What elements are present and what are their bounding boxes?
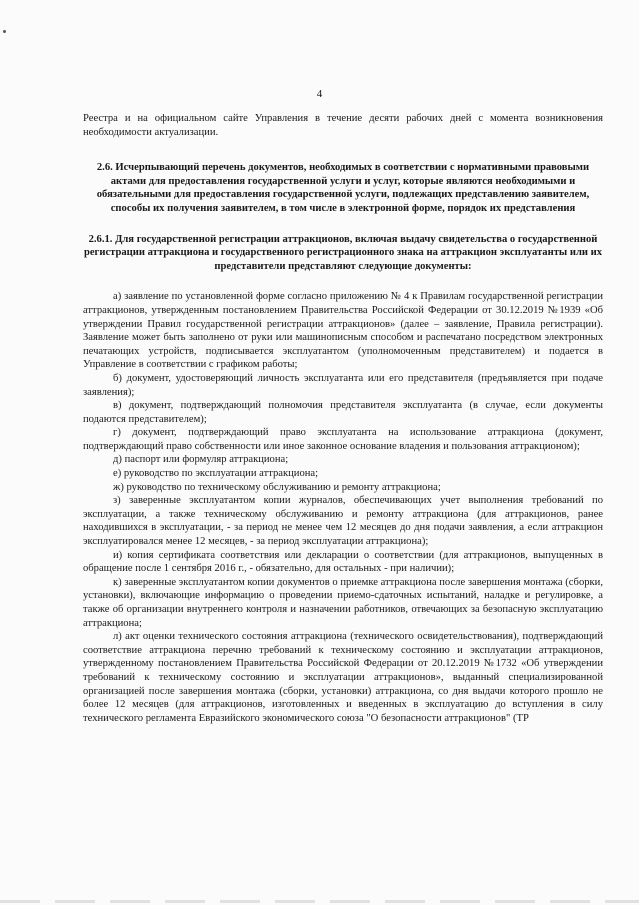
list-item: к) заверенные эксплуатантом копии документов о приемке аттракциона после завершения монтажа (сборки, установки), включающие информацию о проведении приемо-сдаточных испытаний, наладке и регулировке, а также об организации внутреннего контроля и назначении работников, отвечающих за безопасную эксплуатацию аттракциона; xyxy=(83,576,603,629)
scan-speck xyxy=(3,30,6,33)
subsection-heading: 2.6.1. Для государственной регистрации аттракционов, включая выдачу свидетельства о государственной регистрации аттракциона и государственного регистрационного знака на аттракцион эксплуатанты или их представители представляют следующие документы: xyxy=(83,233,603,272)
document-body xyxy=(83,112,603,725)
list-item: и) копия сертификата соответствия или декларации о соответствии (для аттракционов, выпущенных в обращение после 1 сентября 2016 г., - обязательно, для остальных - при наличии); xyxy=(83,549,603,575)
intro-paragraph: Реестра и на официальном сайте Управления в течение десяти рабочих дней с момента возникновения необходимости актуализации. xyxy=(83,113,603,138)
list-item: з) заверенные эксплуатантом копии журналов, обеспечивающих учет выполнения требований по эксплуатации, а также техническому обслуживанию и ремонту аттракциона (для аттракционов, ранее находившихся в эксплуатации, - за период не менее чем 12 месяцев до дня подачи заявления, а если аттракцион эксплуатировался менее 12 месяцев, - за период эксплуатации аттракциона); xyxy=(83,495,603,548)
list-item: а) заявление по установленной форме согласно приложению № 4 к Правилам государственной регистрации аттракционов, утвержденным постановлением Правительства Российской Федерации от 30.12.2019 №1939 «Об утверждении Правил государственной регистрации аттракционов» (далее – заявление, Правила регистрации). Заявление может быть заполнено от руки или машинописным способом и распечатано посредством электронных печатающих устройств, подписывается эксплуатантом (уполномоченным представителем) и подается в Управление в соответствии с графиком работы; xyxy=(83,291,603,371)
list-item: л) акт оценки технического состояния аттракциона (технического освидетельствования), подтверждающий соответствие аттракциона перечню требований к техническому состоянию и эксплуатации аттракционов, утвержденному постановлением Правительства Российской Федерации от 20.12.2019 №1732 «Об утверждении требований к техническому состоянию и эксплуатации аттракционов», выданный специализированной организацией после завершения монтажа (сборки, установки) аттракциона, со дня выдачи которого прошло не более 12 месяцев (для аттракционов, изготовленных и введенных в эксплуатацию до вступления в силу технического регламента Евразийского экономического союза "О безопасности аттракционов" (ТР xyxy=(83,631,603,724)
list-item: д) паспорт или формуляр аттракциона; xyxy=(113,454,289,466)
page-number: 4 xyxy=(316,88,323,100)
list-item: г) документ, подтверждающий право эксплуатанта на использование аттракциона (документ, подтверждающий право собственности или иное законное основание владения и пользования аттракционом); xyxy=(83,427,603,452)
scan-edge-artifact xyxy=(0,900,639,903)
section-heading: 2.6. Исчерпывающий перечень документов, необходимых в соответствии с нормативными правовыми актами для предоставления государственной услуги и услуг, которые являются необходимыми и обязательными для предоставления государственной услуги, подлежащих представлению заявителем, способы их получения заявителем, в том числе в электронной форме, порядок их представления xyxy=(96,162,590,214)
list-item: ж) руководство по техническому обслуживанию и ремонту аттракциона; xyxy=(113,481,441,493)
list-item: б) документ, удостоверяющий личность эксплуатанта или его представителя (предъявляется при подаче заявления); xyxy=(83,372,603,398)
list-item: е) руководство по эксплуатации аттракциона; xyxy=(113,468,319,480)
list-item: в) документ, подтверждающий полномочия представителя эксплуатанта (в случае, если документы подаются представителем); xyxy=(83,400,603,425)
